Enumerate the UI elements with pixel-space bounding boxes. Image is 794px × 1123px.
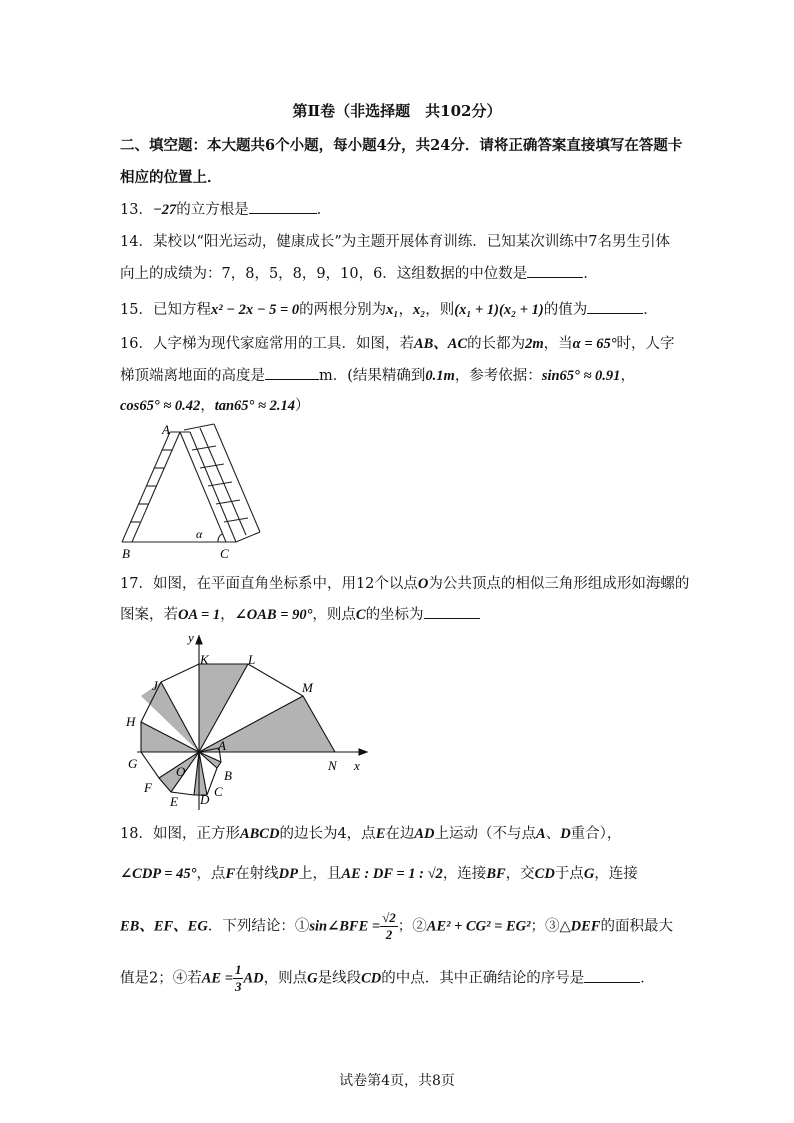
- answer-blank-17[interactable]: [424, 606, 480, 619]
- answer-blank-13[interactable]: [249, 201, 317, 214]
- point-G: G: [128, 756, 138, 771]
- label-B: B: [122, 546, 130, 561]
- axis-label-x: x: [354, 758, 360, 773]
- point-N: N: [328, 758, 337, 773]
- point-J: J: [152, 678, 158, 693]
- question-14-line1: 14．某校以“阳光运动，健康成长”为主题开展体育训练．已知某次训练中7名男生引体: [120, 234, 670, 250]
- q15-equation: x² − 2x − 5 = 0: [210, 302, 300, 318]
- question-14-line2: 向上的成绩为：7，8，5，8，9，10，6．这组数据的中位数是 ．: [120, 266, 598, 282]
- page-title: 第Ⅱ卷（非选择题 共102分）: [292, 102, 502, 120]
- point-B: B: [224, 768, 232, 783]
- point-O: O: [176, 764, 186, 779]
- point-K: K: [200, 652, 209, 667]
- answer-blank-16[interactable]: [265, 367, 319, 380]
- question-17-line2: 图案，若OA = 1，∠OAB = 90°，则点C的坐标为: [120, 603, 480, 624]
- point-L: L: [248, 652, 256, 667]
- fraction-sqrt2-over-2: $\frac{√2}{2}$: [382, 910, 396, 942]
- answer-blank-18[interactable]: [584, 970, 640, 983]
- ladder-figure: [118, 420, 268, 562]
- question-16-line3: cos65° ≈ 0.42，tan65° ≈ 2.14）: [120, 398, 310, 414]
- page-footer: 试卷第4页，共8页: [339, 1073, 455, 1089]
- point-F: F: [144, 780, 152, 795]
- answer-blank-15[interactable]: [587, 301, 643, 314]
- point-A: A: [218, 738, 226, 753]
- section-heading-line2: 相应的位置上．: [120, 169, 222, 186]
- point-H: H: [126, 714, 136, 729]
- ladder-left-rungs: [130, 450, 172, 522]
- question-16-line2: 梯顶端离地面的高度是 m．(结果精确到0.1m，参考依据：sin65° ≈ 0.91，: [120, 368, 635, 384]
- question-15: 15．已知方程x² − 2x − 5 = 0的两根分别为x₁，x₂，则(x₁ + 1)(x₂ + 1)的值为 ．: [120, 302, 658, 318]
- label-C: C: [220, 546, 229, 561]
- axis-label-y: y: [188, 630, 194, 645]
- answer-blank-14[interactable]: [527, 265, 583, 278]
- q15-expression: (x₁ + 1)(x₂ + 1): [454, 302, 544, 318]
- label-A: A: [162, 422, 170, 437]
- point-D: D: [200, 792, 210, 807]
- spiral-figure: [118, 628, 378, 810]
- question-17-line1: 17．如图，在平面直角坐标系中，用12个以点O为公共顶点的相似三角形组成形如海螺的: [120, 576, 690, 592]
- point-C: C: [214, 784, 223, 799]
- question-13: 13．−27的立方根是 ．: [120, 202, 332, 218]
- fraction-one-third: $\frac{1}{3}$: [234, 962, 242, 994]
- question-16-line1: 16．人字梯为现代家庭常用的工具．如图，若AB、AC的长都为2m，当α = 65°时，人字: [120, 336, 675, 352]
- section-heading-line1: 二、填空题：本大题共6个小题，每小题4分，共24分．请将正确答案直接填写在答题卡: [120, 137, 683, 154]
- question-18-line4: 值是2；④若AE = $\frac{1}{3}$ AD，则点G是线段CD的中点．其中正确结论的序号是 ．: [120, 962, 655, 994]
- label-alpha: α: [196, 527, 203, 541]
- point-E: E: [170, 794, 178, 809]
- question-18-line2: ∠CDP = 45°，点F在射线DP上，且AE : DF = 1 : √2，连接BF，交CD于点G，连接: [120, 866, 638, 882]
- q13-expression: −27: [152, 202, 177, 218]
- question-18-line1: 18．如图，正方形ABCD的边长为4，点E在边AD上运动（不与点A、D重合），: [120, 826, 622, 842]
- question-18-line3: EB、EF、EG．下列结论：①sin∠BFE = $\frac{√2}{2}$ ；②AE² + CG² = EG²；③△DEF的面积最大: [120, 910, 673, 942]
- angle-alpha-arc: [218, 534, 222, 542]
- point-M: M: [302, 680, 313, 695]
